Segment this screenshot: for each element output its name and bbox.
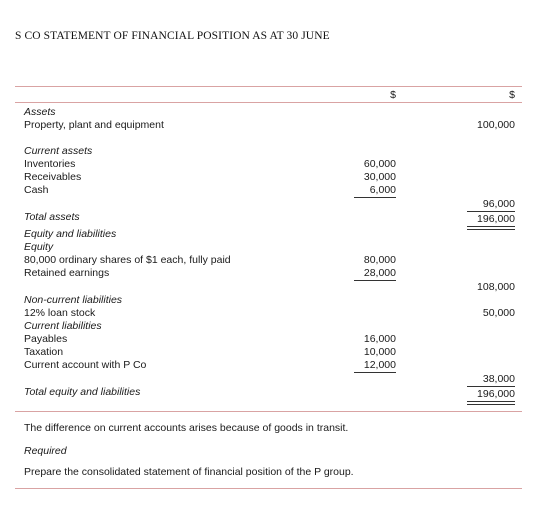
current-account-label: Current account with P Co (24, 359, 147, 371)
total-equity-liabilities-value: 196,000 (477, 388, 515, 400)
ppe-label: Property, plant and equipment (24, 119, 164, 131)
payables-value: 16,000 (363, 333, 396, 345)
payables-label: Payables (24, 333, 68, 345)
cash-value: 6,000 (369, 184, 396, 196)
total-assets-value: 196,000 (477, 213, 515, 225)
retained-earnings-underline (354, 280, 396, 281)
non-current-liabilities-heading: Non-current liabilities (24, 294, 123, 306)
taxation-value: 10,000 (363, 346, 396, 358)
inventories-value: 60,000 (363, 158, 396, 170)
current-assets-heading: Current assets (24, 145, 93, 157)
cash-underline (354, 197, 396, 198)
retained-earnings-value: 28,000 (363, 267, 396, 279)
equity-heading: Equity (24, 241, 54, 253)
column-2-currency-header: $ (509, 89, 515, 101)
equity-and-liabilities-heading: Equity and liabilities (24, 228, 117, 240)
assets-heading: Assets (24, 106, 56, 118)
current-account-value: 12,000 (363, 359, 396, 371)
taxation-label: Taxation (24, 346, 64, 358)
bottom-rule (15, 488, 522, 489)
instruction-text: Prepare the consolidated statement of financial position of the P group. (24, 466, 354, 478)
loan-stock-label: 12% loan stock (24, 307, 96, 319)
total-equity-liabilities-label: Total equity and liabilities (24, 386, 141, 398)
current-liabilities-heading: Current liabilities (24, 320, 102, 332)
retained-earnings-label: Retained earnings (24, 267, 110, 279)
ppe-value: 100,000 (477, 119, 515, 131)
current-assets-total-underline (467, 211, 515, 212)
current-liabilities-total-underline (467, 386, 515, 387)
current-account-underline (354, 372, 396, 373)
required-label: Required (24, 445, 67, 457)
shares-value: 80,000 (363, 254, 396, 266)
loan-stock-value: 50,000 (482, 307, 515, 319)
column-1-currency-header: $ (390, 89, 396, 101)
total-equity-liabilities-double-underline (467, 401, 515, 405)
statement-title: S CO STATEMENT OF FINANCIAL POSITION AS AT 30 JUNE (15, 30, 330, 42)
receivables-value: 30,000 (363, 171, 396, 183)
table-bottom-rule (15, 411, 522, 412)
cash-label: Cash (24, 184, 49, 196)
total-assets-label: Total assets (24, 211, 80, 223)
current-assets-total: 96,000 (482, 198, 515, 210)
top-rule (15, 86, 522, 87)
shares-label: 80,000 ordinary shares of $1 each, fully paid (24, 254, 231, 266)
equity-total: 108,000 (477, 281, 515, 293)
header-rule (15, 102, 522, 103)
inventories-label: Inventories (24, 158, 76, 170)
current-liabilities-total: 38,000 (482, 373, 515, 385)
receivables-label: Receivables (24, 171, 82, 183)
difference-note: The difference on current accounts arises because of goods in transit. (24, 422, 349, 434)
total-assets-double-underline (467, 226, 515, 230)
